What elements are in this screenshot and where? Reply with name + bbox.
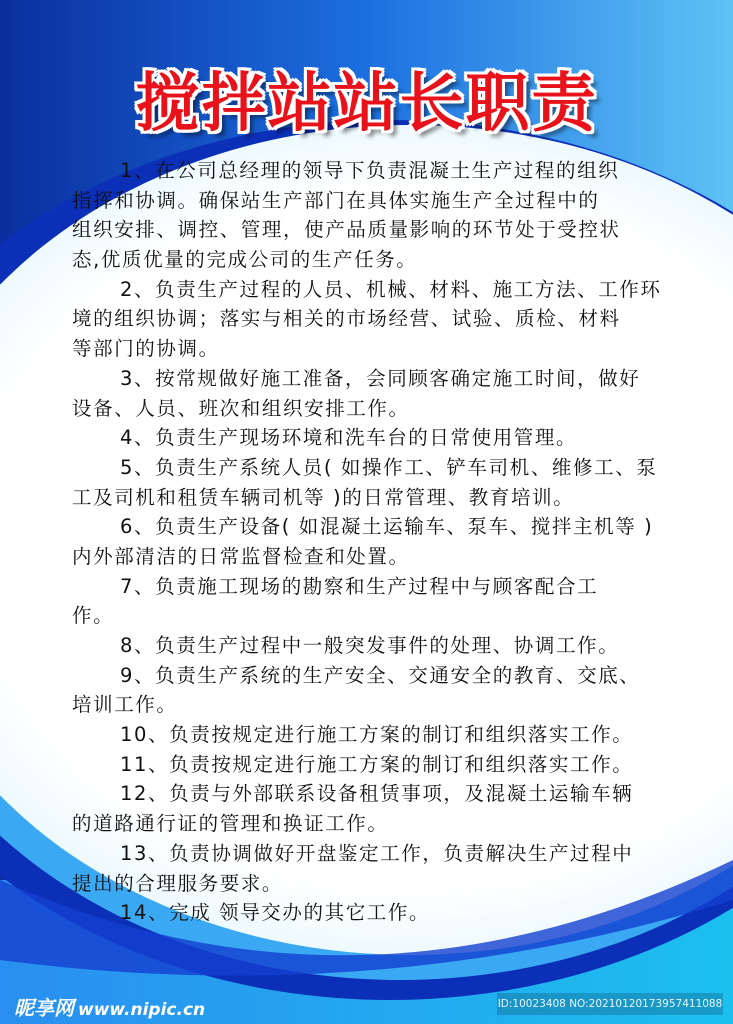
duty-item-line: 等部门的协调。 (72, 337, 220, 361)
duty-item-line: 12、负责与外部联系设备租赁事项，及混凝土运输车辆 (120, 782, 634, 806)
duty-item-line: 14、完成 领导交办的其它工作。 (120, 901, 431, 925)
duty-item-line: 7、负责施工现场的勘察和生产过程中与顾客配合工 (120, 574, 599, 598)
duty-item-line: 3、按常规做好施工准备，会同顾客确定施工时间，做好 (120, 366, 641, 390)
logo-text: 昵享网 (14, 996, 74, 1020)
duty-item-line: 13、负责协调做好开盘鉴定工作，负责解决生产过程中 (120, 841, 634, 865)
watermark-logo (14, 992, 205, 1021)
duty-item-line: 9、负责生产系统的生产安全、交通安全的教育、交底、 (120, 663, 641, 687)
duty-item-line: 提出的合理服务要求。 (72, 871, 284, 895)
page-title: 搅拌站站长职责 (135, 66, 598, 141)
duty-item-line: 2、负责生产过程的人员、机械、材料、施工方法、工作环 (120, 277, 662, 301)
duty-item-line: 8、负责生产过程中一般突发事件的处理、协调工作。 (120, 634, 620, 657)
duty-item-line: 内外部清洁的日常监督检查和处置。 (72, 544, 410, 568)
duty-item-line: 11、负责按规定进行施工方案的制订和组织落实工作。 (120, 752, 634, 776)
duties-list (72, 156, 702, 928)
duty-item-line: 设备、人员、班次和组织安排工作。 (72, 396, 410, 420)
duty-item-line: 态,优质优量的完成公司的生产任务。 (72, 248, 418, 272)
duty-item-line: 培训工作。 (72, 693, 178, 717)
duty-item-line: 4、负责生产现场环境和洗车台的日常使用管理。 (120, 426, 578, 450)
duty-item-line: 1、在公司总经理的领导下负责混凝土生产过程的组织 (120, 159, 620, 182)
duty-item-line: 作。 (72, 604, 115, 628)
duty-item-line: 境的组织协调；落实与相关的市场经营、试验、质检、材料 (72, 307, 621, 331)
duty-item-line: 组织安排、调控、管理，使产品质量影响的环节处于受控状 (72, 218, 621, 242)
watermark-site: www.nipic.cn (78, 1000, 206, 1020)
duty-item-line: 工及司机和租赁车辆司机等 )的日常管理、教育培训。 (72, 485, 575, 509)
duty-item-line: 的道路通行证的管理和换证工作。 (72, 812, 389, 836)
duty-item-line: 6、负责生产设备( 如混凝土运输车、泵车、搅拌主机等 ) (120, 515, 654, 539)
duty-item-line: 指挥和协调。确保站生产部门在具体实施生产全过程中的 (72, 188, 600, 212)
duty-item-line: 5、负责生产系统人员( 如操作工、铲车司机、维修工、泵 (120, 455, 658, 479)
duty-item-line: 10、负责按规定进行施工方案的制订和组织落实工作。 (120, 723, 634, 747)
watermark-id: ID:10023408 NO:20210120173957411088 (497, 993, 723, 1015)
